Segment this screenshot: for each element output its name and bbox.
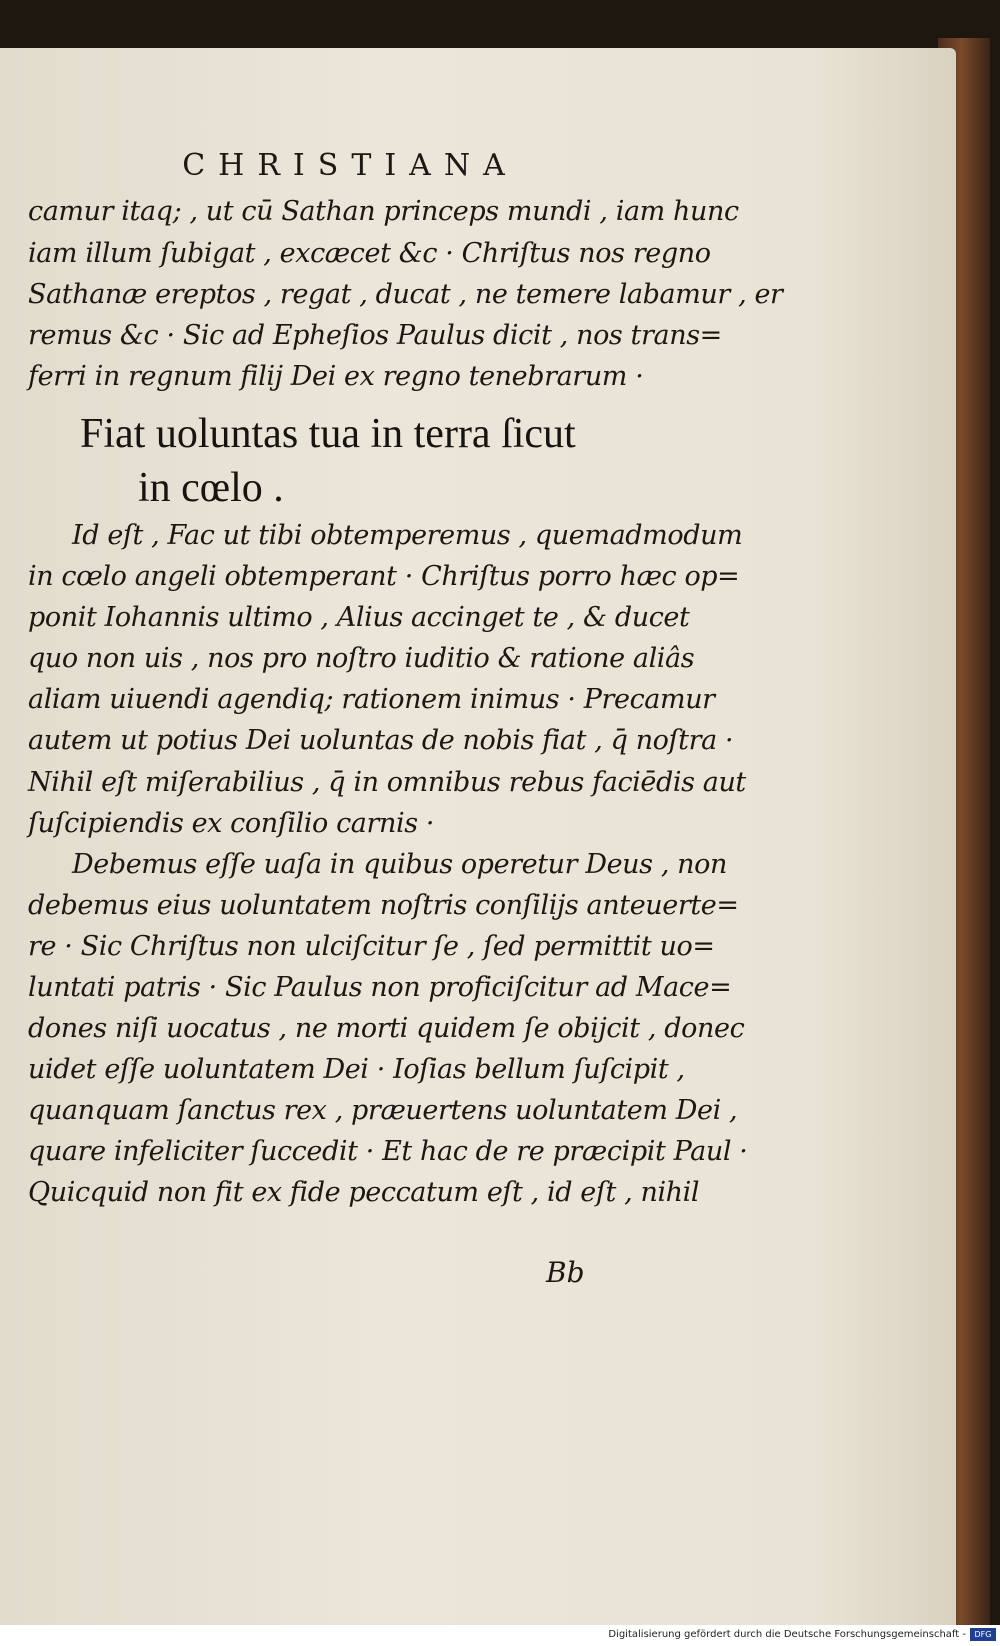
text-line: aliam uiuendi agendiq; rationem inimus · Precamur xyxy=(28,684,715,715)
running-head: CHRISTIANA xyxy=(182,148,518,183)
text-line: Quicquid non fit ex fide peccatum eſt , id eſt , nihil xyxy=(28,1177,700,1208)
text-line: quare infeliciter ſuccedit · Et hac de re præcipit Paul · xyxy=(28,1136,748,1167)
text-line: quo non uis , nos pro noſtro iuditio & ratione aliâs xyxy=(28,643,695,674)
text-line: remus &c · Sic ad Epheſios Paulus dicit , nos trans= xyxy=(28,320,722,351)
section-heading-line-2: in cœlo . xyxy=(138,465,284,511)
text-line: Id eſt , Fac ut tibi obtemperemus , quemadmodum xyxy=(72,520,743,551)
text-line: uidet eſſe uoluntatem Dei · Ioſias bellum ſuſcipit , xyxy=(28,1054,685,1085)
section-heading-line-1: Fiat uoluntas tua in terra ſicut xyxy=(80,411,576,457)
text-line: iam illum ſubigat , excæcet &c · Chriſtus nos regno xyxy=(28,238,711,269)
text-line: re · Sic Chriſtus non ulciſcitur ſe , ſed permittit uo= xyxy=(28,931,715,962)
dfg-logo-icon: DFG xyxy=(970,1628,996,1641)
text-line: ferri in regnum filij Dei ex regno tenebrarum · xyxy=(28,361,644,392)
text-line: luntati patris · Sic Paulus non proficiſcitur ad Mace= xyxy=(28,972,732,1003)
text-line: quanquam ſanctus rex , præuertens uoluntatem Dei , xyxy=(28,1095,738,1126)
text-line: ponit Iohannis ultimo , Alius accinget te , & ducet xyxy=(28,602,690,633)
text-line: autem ut potius Dei uoluntas de nobis fiat , q̄ noſtra · xyxy=(28,725,734,756)
text-line: Debemus eſſe uaſa in quibus operetur Deus , non xyxy=(72,849,728,880)
text-line: dones niſi uocatus , ne morti quidem ſe obijcit , donec xyxy=(28,1013,745,1044)
text-line: debemus eius uoluntatem noſtris conſilijs anteuerte= xyxy=(28,890,739,921)
text-line: Sathanæ ereptos , regat , ducat , ne temere labamur , er xyxy=(28,279,783,310)
text-line: in cœlo angeli obtemperant · Chriſtus porro hæc op= xyxy=(28,561,740,592)
text-line: ſuſcipiendis ex conſilio carnis · xyxy=(28,808,435,839)
footer-credit: Digitalisierung gefördert durch die Deutsche Forschungsgemeinschaft - xyxy=(608,1629,966,1640)
signature-mark: Bb xyxy=(546,1256,585,1289)
text-line: camur itaq; , ut cū Sathan princeps mundi , iam hunc xyxy=(28,196,739,227)
text-line: Nihil eſt miſerabilius , q̄ in omnibus rebus faciēdis aut xyxy=(28,767,746,798)
